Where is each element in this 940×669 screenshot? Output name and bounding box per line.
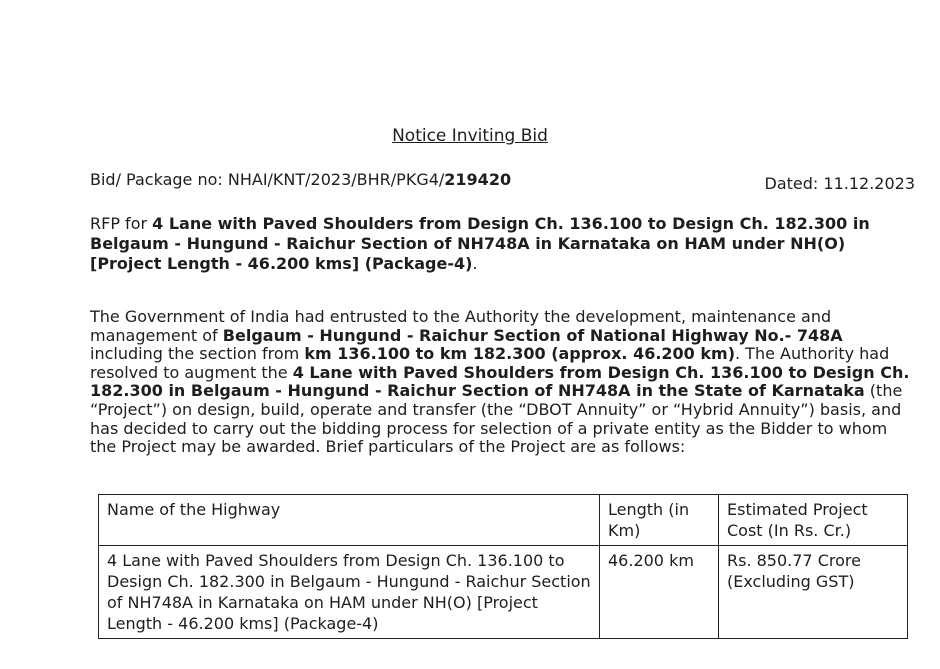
project-table (98, 494, 908, 639)
table-header-row (99, 495, 908, 546)
cell-length: 46.200 km (600, 546, 719, 639)
para-text-4: (the “Project”) on design, build, operate and transfer (the “DBOT Annuity” or “Hybrid Annuity”) basis, and has decided to carry out the bidding process for selection of a private entity as the Bidder to whom the Project may be awarded. Brief particulars of the Project are as follows: (90, 381, 903, 457)
table-row (99, 546, 908, 639)
bid-date: Dated: 11.12.2023 (764, 174, 915, 193)
header-highway-name: Name of the Highway (99, 495, 600, 546)
cell-highway-name: 4 Lane with Paved Shoulders from Design Ch. 136.100 to Design Ch. 182.300 in Belgaum - Hungund - Raichur Section of NH748A in Karnataka on HAM under NH(O) [Project Length - 46.200 kms] (Package-4) (99, 546, 600, 639)
project-description (90, 308, 915, 457)
rfp-suffix: . (472, 254, 478, 273)
bid-package-label: Bid/ Package no: NHAI/KNT/2023/BHR/PKG4/ (90, 170, 445, 189)
header-cost: Estimated Project Cost (In Rs. Cr.) (719, 495, 908, 546)
bid-package-number: 219420 (444, 170, 512, 189)
rfp-project-name: 4 Lane with Paved Shoulders from Design Ch. 136.100 to Design Ch. 182.300 in Belgaum - Hungund - Raichur Section of NH748A in Karnataka on HAM under NH(O) [Project Length - 46.200 kms] (Package-4) (90, 214, 870, 273)
para-text-1: The Government of India had entrusted to the Authority the development, maintenance and management of (90, 307, 832, 345)
rfp-prefix: RFP for (90, 214, 153, 233)
cell-cost: Rs. 850.77 Crore (Excluding GST) (719, 546, 908, 639)
notice-title: Notice Inviting Bid (392, 126, 548, 146)
rfp-statement (90, 214, 915, 274)
para-text-2: including the section from (90, 344, 305, 364)
para-text-3: . The Authority had resolved to augment the (90, 344, 890, 382)
header-length: Length (in Km) (600, 495, 719, 546)
para-bold-3: 4 Lane with Paved Shoulders from Design Ch. 136.100 to Design Ch. 182.300 in Belgaum - Hungund - Raichur Section of NH748A in the State of Karnataka (90, 362, 910, 401)
para-bold-2: km 136.100 to km 182.300 (approx. 46.200 km) (304, 344, 735, 364)
para-bold-1: Belgaum - Hungund - Raichur Section of National Highway No.- 748A (222, 325, 843, 345)
bid-line (90, 170, 915, 193)
